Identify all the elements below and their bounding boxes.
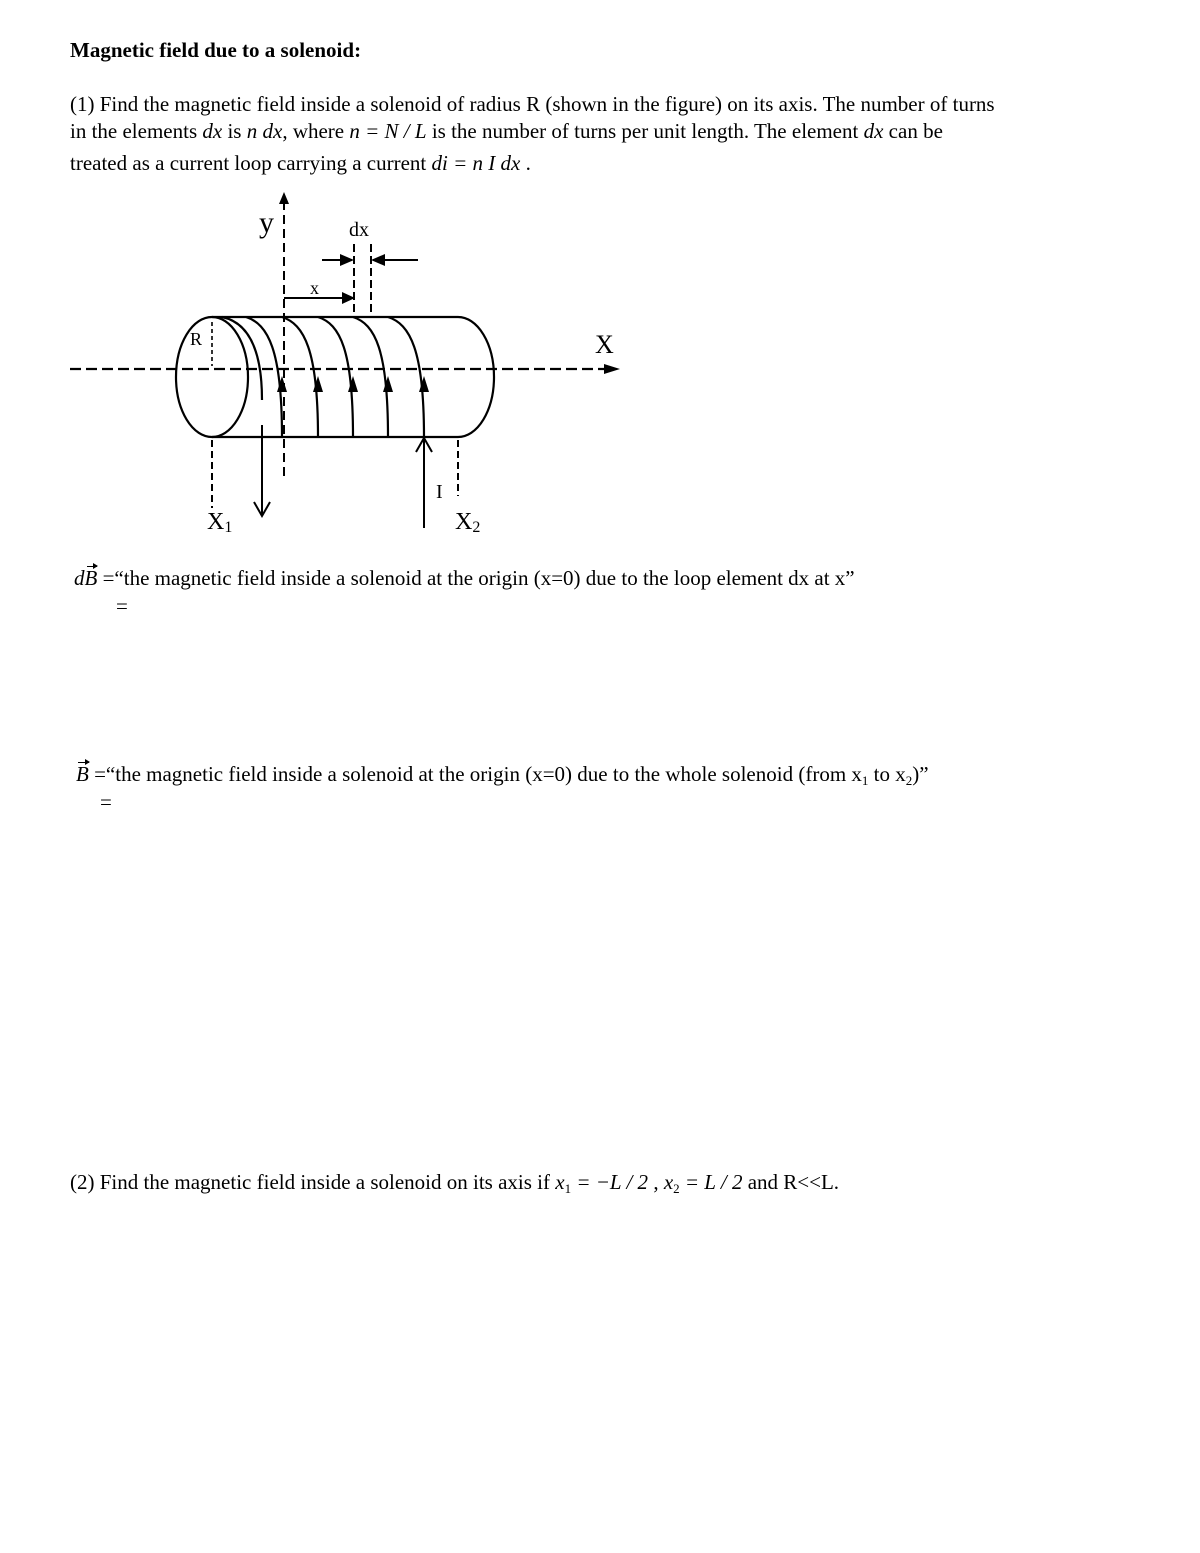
text: in the elements — [70, 119, 203, 143]
B-definition — [76, 764, 929, 787]
symbol-d: d — [74, 566, 85, 590]
label-x2-sub: 2 — [472, 519, 481, 536]
math-dx: dx — [202, 119, 223, 143]
dB-definition — [74, 568, 855, 589]
math-x2-sub: 2 — [673, 1181, 680, 1196]
problem2-text-b: and R<<L. — [742, 1170, 840, 1194]
text: is the number of turns per unit length. The element — [426, 119, 864, 143]
math-dx: dx — [863, 119, 884, 143]
label-x-distance: x — [310, 278, 319, 298]
text: treated as a current loop carrying a current — [70, 151, 432, 175]
math-n-def: n = N / L — [349, 119, 427, 143]
B-definition-text-c: )” — [912, 762, 929, 786]
math-ndx: n dx — [246, 119, 283, 143]
y-axis-arrowhead — [279, 192, 289, 204]
label-R: R — [190, 329, 203, 349]
solenoid-figure — [0, 0, 700, 560]
symbol-B-vector: B — [76, 762, 89, 786]
text: can be — [883, 119, 943, 143]
sub-1: 1 — [861, 773, 869, 788]
solenoid-left-cap — [176, 317, 248, 437]
text: . — [520, 151, 531, 175]
winding-current-arrows — [277, 376, 429, 392]
label-x1-base: X — [207, 509, 225, 535]
B-equals: = — [100, 790, 112, 814]
B-definition-text-a: =“the magnetic field inside a solenoid at the origin (x=0) due to the whole solenoid (from x — [88, 762, 862, 786]
x-axis-arrowhead — [604, 364, 620, 374]
math-eq1: = −L / 2 — [571, 1170, 649, 1194]
text: is — [222, 119, 247, 143]
label-x2-base: X — [455, 509, 473, 535]
dB-equals: = — [116, 594, 128, 618]
dx-right-arrowhead — [371, 254, 385, 266]
label-dx: dx — [349, 219, 369, 241]
problem2-text-a: (2) Find the magnetic field inside a solenoid on its axis if — [70, 1170, 556, 1194]
label-x1-sub: 1 — [224, 519, 233, 536]
label-x1 — [207, 509, 232, 536]
math-x2: x — [663, 1170, 674, 1194]
solenoid-right-cap — [458, 317, 494, 437]
solenoid-windings — [222, 317, 424, 437]
dx-left-arrowhead — [340, 254, 354, 266]
label-I: I — [436, 481, 443, 503]
label-x-axis: X — [595, 330, 614, 359]
label-y: y — [259, 206, 274, 239]
sub-2: 2 — [905, 773, 913, 788]
label-x2 — [455, 509, 480, 536]
symbol-B-vector: B — [84, 566, 98, 590]
text: , where — [282, 119, 350, 143]
math-x1: x — [555, 1170, 565, 1194]
B-definition-text-b: to x — [868, 762, 906, 786]
page-title: Magnetic field due to a solenoid: — [70, 38, 362, 62]
dB-definition-text: =“the magnetic field inside a solenoid at the origin (x=0) due to the loop element dx at x” — [97, 566, 855, 590]
comma: , — [648, 1170, 664, 1194]
problem1-line1: (1) Find the magnetic field inside a solenoid of radius R (shown in the figure) on its axis. The number of turns — [70, 92, 995, 116]
math-x1-sub: 1 — [564, 1181, 572, 1196]
math-eq2: = L / 2 — [679, 1170, 743, 1194]
problem2 — [70, 1172, 839, 1195]
math-di: di = n I dx — [431, 151, 521, 175]
